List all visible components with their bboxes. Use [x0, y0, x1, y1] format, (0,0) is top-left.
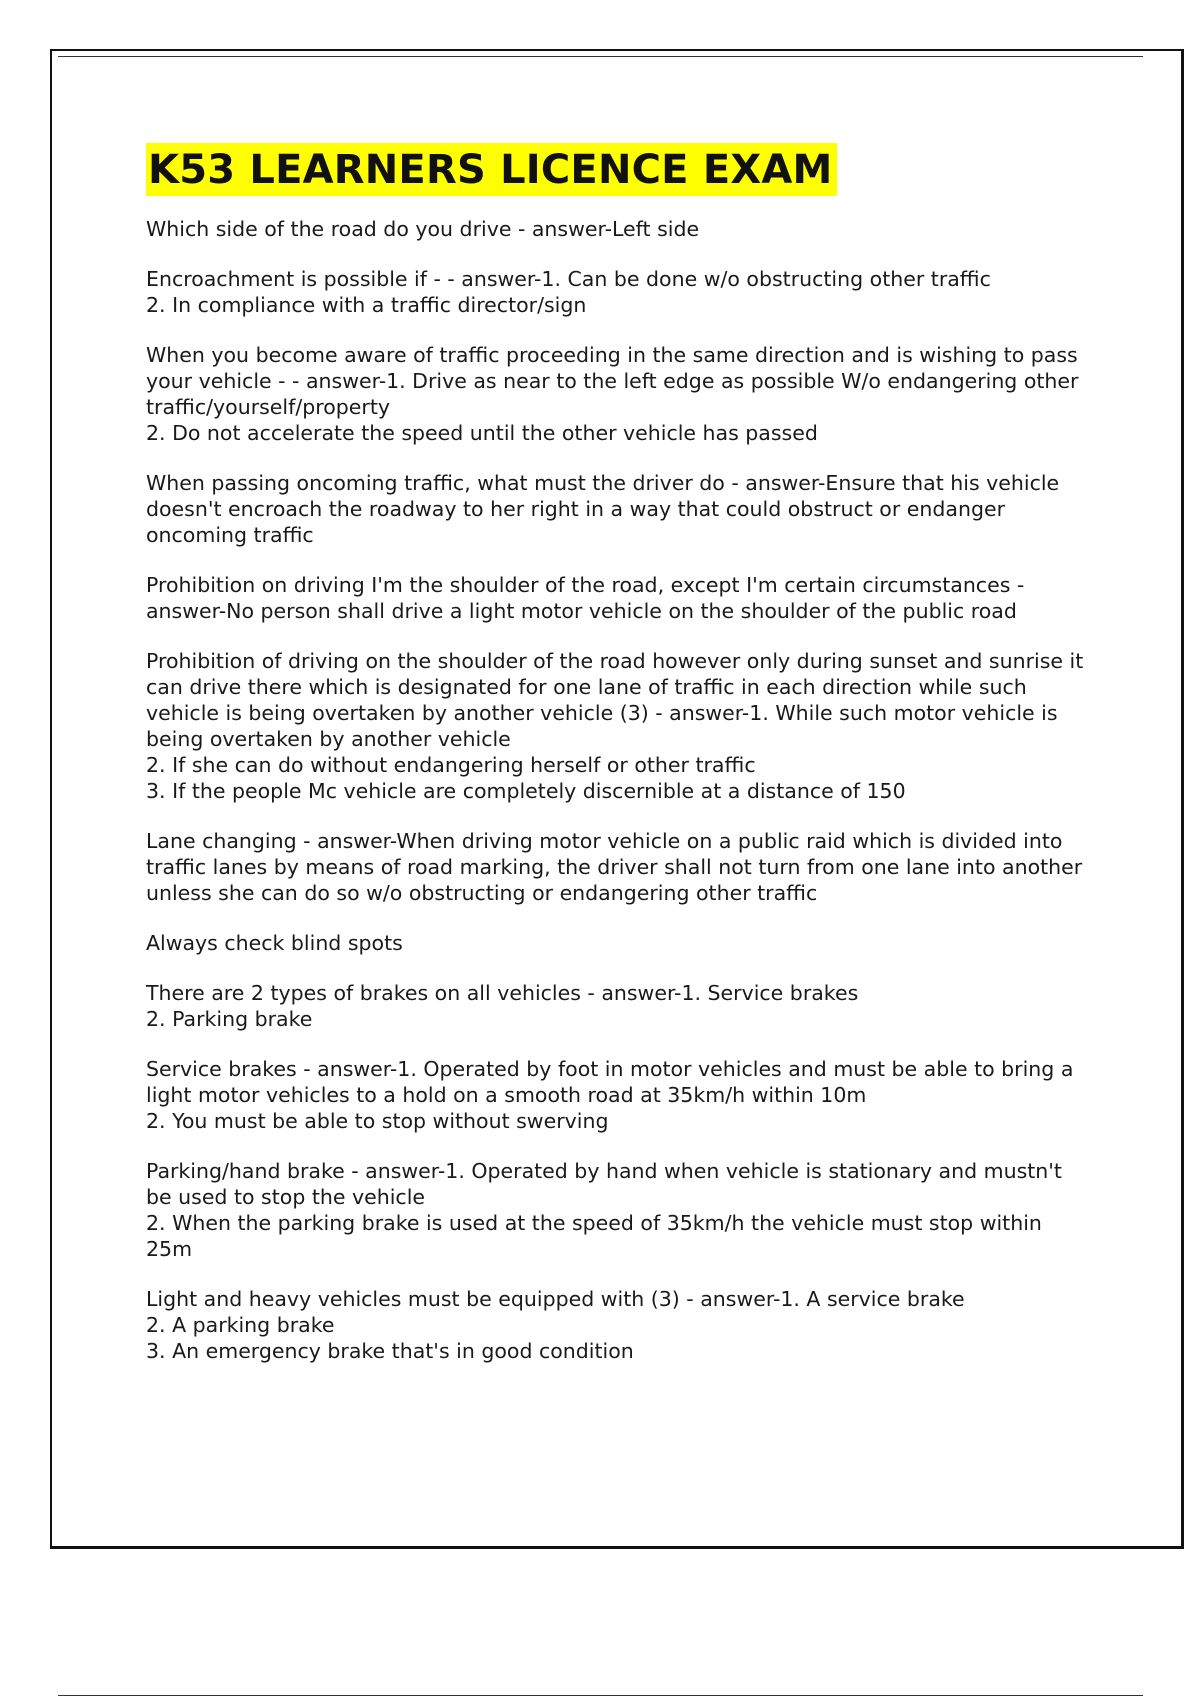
qa-text: Parking/hand brake - answer-1. Operated by hand when vehicle is stationary and mustn't be used to stop the vehicle	[146, 1159, 1062, 1209]
bottom-rule	[58, 1695, 1143, 1696]
qa-entry	[146, 980, 1086, 1032]
qa-entry	[146, 1286, 1086, 1364]
qa-text: Always check blind spots	[146, 931, 403, 955]
qa-text: Which side of the road do you drive - answer-Left side	[146, 217, 700, 241]
qa-text: 2. Do not accelerate the speed until the other vehicle has passed	[146, 421, 818, 445]
qa-text: 2. Parking brake	[146, 1007, 313, 1031]
qa-text: Lane changing - answer-When driving motor vehicle on a public raid which is divided into traffic lanes by means of road marking, the driver shall not turn from one lane into another unless she can do so w/o obstructing or endangering other traffic	[146, 829, 1083, 905]
qa-entry	[146, 1158, 1086, 1262]
document-title: K53 LEARNERS LICENCE EXAM	[146, 143, 837, 196]
qa-text: When you become aware of traffic proceeding in the same direction and is wishing to pass your vehicle - - answer-1. Drive as near to the left edge as possible W/o endangering other traffic/yourself/property	[146, 343, 1079, 419]
qa-entry	[146, 828, 1086, 906]
qa-text: 2. In compliance with a traffic director/sign	[146, 293, 587, 317]
qa-entry	[146, 572, 1086, 624]
qa-text: Light and heavy vehicles must be equipped with (3) - answer-1. A service brake	[146, 1287, 965, 1311]
document-body	[146, 143, 1086, 1388]
qa-text: Prohibition on driving I'm the shoulder of the road, except I'm certain circumstances - answer-No person shall drive a light motor vehicle on the shoulder of the public road	[146, 573, 1025, 623]
qa-text: 2. If she can do without endangering herself or other traffic	[146, 753, 756, 777]
qa-text: Service brakes - answer-1. Operated by foot in motor vehicles and must be able to bring a light motor vehicles to a hold on a smooth road at 35km/h within 10m	[146, 1057, 1074, 1107]
qa-entry	[146, 342, 1086, 446]
qa-text: 3. If the people Mc vehicle are completely discernible at a distance of 150	[146, 779, 906, 803]
qa-text: 2. When the parking brake is used at the speed of 35km/h the vehicle must stop within 25m	[146, 1211, 1042, 1261]
qa-entry	[146, 648, 1086, 804]
qa-entry	[146, 216, 1086, 242]
qa-text: Encroachment is possible if - - answer-1. Can be done w/o obstructing other traffic	[146, 267, 991, 291]
qa-entry	[146, 470, 1086, 548]
qa-entry	[146, 930, 1086, 956]
qa-text: 2. A parking brake	[146, 1313, 335, 1337]
qa-text: 2. You must be able to stop without swerving	[146, 1109, 609, 1133]
qa-text: When passing oncoming traffic, what must the driver do - answer-Ensure that his vehicle doesn't encroach the roadway to her right in a way that could obstruct or endanger oncoming traffic	[146, 471, 1060, 547]
qa-entry	[146, 1056, 1086, 1134]
qa-text: 3. An emergency brake that's in good condition	[146, 1339, 634, 1363]
qa-entry	[146, 266, 1086, 318]
qa-list	[146, 216, 1086, 1364]
qa-text: Prohibition of driving on the shoulder of the road however only during sunset and sunrise it can drive there which is designated for one lane of traffic in each direction while such vehicle is being overtaken by another vehicle (3) - answer-1. While such motor vehicle is being overtaken by another vehicle	[146, 649, 1084, 751]
qa-text: There are 2 types of brakes on all vehicles - answer-1. Service brakes	[146, 981, 859, 1005]
